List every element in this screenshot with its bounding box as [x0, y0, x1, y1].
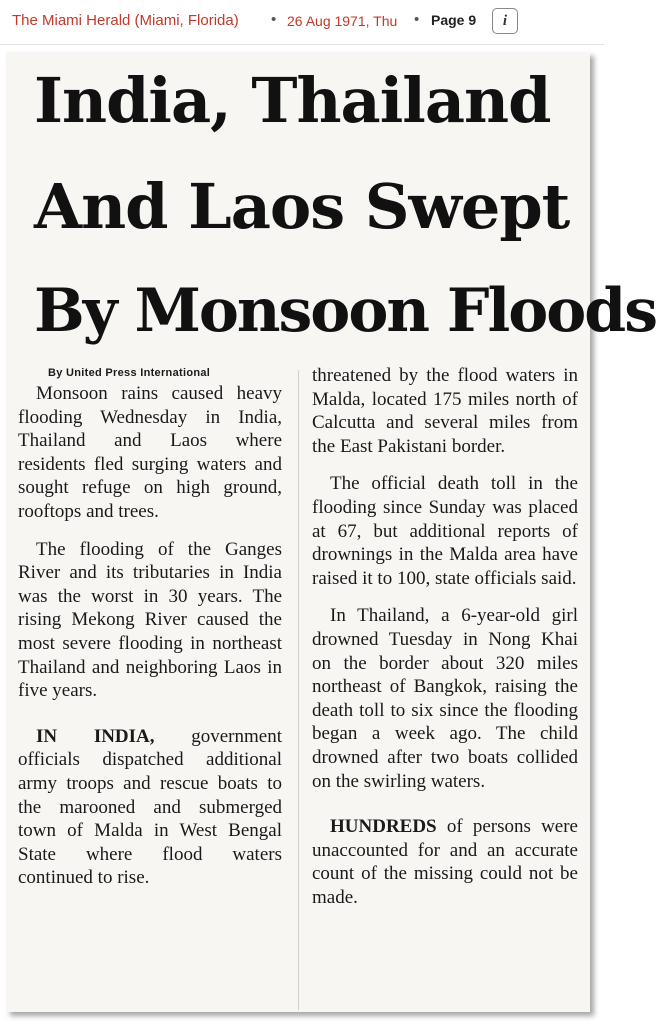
hundreds-text: of persons were unaccounted for and an accurate count of the missing could not be made.	[312, 816, 578, 908]
article-paragraph: In Thailand, a 6-year-old girl drowned Tuesday in Nong Khai on the border about 320 miles northeast of Bangkok, raising the death toll to six since the flooding began a week ago. The child drowned after two boats collided on the swirling waters.	[312, 605, 578, 792]
info-button[interactable]	[492, 8, 518, 34]
article-paragraph-hundreds	[312, 815, 578, 909]
byline: By United Press International	[48, 367, 211, 379]
separator-dot: •	[414, 11, 420, 28]
headline-line-3: By Monsoon Floods	[34, 276, 656, 346]
india-lead: IN INDIA,	[36, 725, 155, 747]
headline-line-1: India, Thailand	[34, 64, 551, 137]
article-paragraph: The official death toll in the flooding since Sunday was placed at 67, but additional reports of drownings in the Malda area have raised it to 100, state officials said.	[312, 473, 578, 589]
column-divider	[298, 370, 299, 1010]
article-paragraph-india	[18, 725, 282, 890]
publication-title[interactable]: The Miami Herald (Miami, Florida)	[12, 12, 239, 29]
page-number[interactable]: Page 9	[431, 12, 477, 28]
article-column-left	[18, 364, 282, 890]
publication-date[interactable]: 26 Aug 1971, Thu	[287, 13, 398, 29]
hundreds-lead: HUNDREDS	[330, 816, 437, 838]
headline-line-2: And Laos Swept	[34, 170, 570, 243]
newspaper-clipping	[6, 52, 656, 1012]
info-icon: i	[502, 12, 508, 29]
article-column-right	[312, 364, 578, 909]
article-paragraph: threatened by the flood waters in Malda, located 175 miles north of Calcutta and several miles from the East Pakistani border.	[312, 365, 578, 457]
article-paragraph: The flooding of the Ganges River and its tributaries in India was the worst in 30 years. The rising Mekong River caused the most severe flooding in northeast Thailand and neighboring Laos in five years.	[18, 538, 282, 702]
separator-dot: •	[271, 11, 277, 28]
viewer-header	[0, 0, 604, 45]
article-paragraph: Monsoon rains caused heavy flooding Wednesday in India, Thailand and Laos where residents fled surging waters and sought refuge on high ground, rooftops and trees.	[18, 383, 282, 522]
india-text: government officials dispatched additional army troops and rescue boats to the marooned and submerged town of Malda in West Bengal State where flood waters continued to rise.	[18, 725, 282, 889]
